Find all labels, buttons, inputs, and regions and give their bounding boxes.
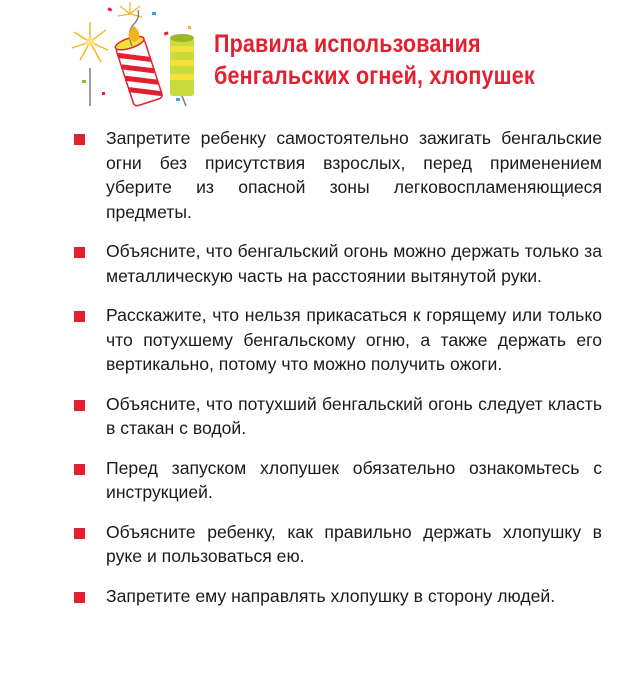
rule-text: Объясните, что бенгальский огонь можно держать только за металлическую часть на расстоянии вытянутой руки.	[106, 241, 602, 286]
list-item	[74, 584, 602, 609]
rule-text: Объясните, что потухший бенгальский огонь следует класть в стакан с водой.	[106, 393, 602, 438]
rules-list	[74, 126, 602, 623]
rule-text: Перед запуском хлопушек обязательно ознакомьтесь с инструкцией.	[106, 457, 602, 502]
firecracker-green-icon	[170, 34, 194, 106]
list-item	[74, 520, 602, 569]
sparklers-and-firecrackers-icon	[68, 2, 218, 110]
bullet-icon	[74, 400, 85, 411]
firecracker-red-icon	[114, 10, 163, 107]
rule-text: Запретите ребенку самостоятельно зажигать бенгальские огни без присутствия взрослых, перед применением уберите из опасной зоны легковоспламеняющиеся предметы.	[106, 128, 602, 222]
title-line-2: бенгальских огней, хлопушек	[214, 62, 535, 90]
list-item	[74, 456, 602, 505]
bullet-icon	[74, 311, 85, 322]
bullet-icon	[74, 592, 85, 603]
list-item	[74, 392, 602, 441]
list-item	[74, 126, 602, 224]
bullet-icon	[74, 464, 85, 475]
list-item	[74, 303, 602, 377]
rule-text: Объясните ребенку, как правильно держать хлопушку в руке и пользоваться ею.	[106, 521, 602, 566]
rule-text: Запретите ему направлять хлопушку в сторону людей.	[106, 585, 556, 606]
title-line-1: Правила использования	[214, 30, 481, 58]
page-title	[214, 28, 535, 92]
bullet-icon	[74, 528, 85, 539]
list-item	[74, 239, 602, 288]
bullet-icon	[74, 134, 85, 145]
rule-text: Расскажите, что нельзя прикасаться к горящему или только что потухшему бенгальскому огню, а также держать его вертикально, потому что можно получить ожоги.	[106, 305, 602, 374]
bullet-icon	[74, 247, 85, 258]
